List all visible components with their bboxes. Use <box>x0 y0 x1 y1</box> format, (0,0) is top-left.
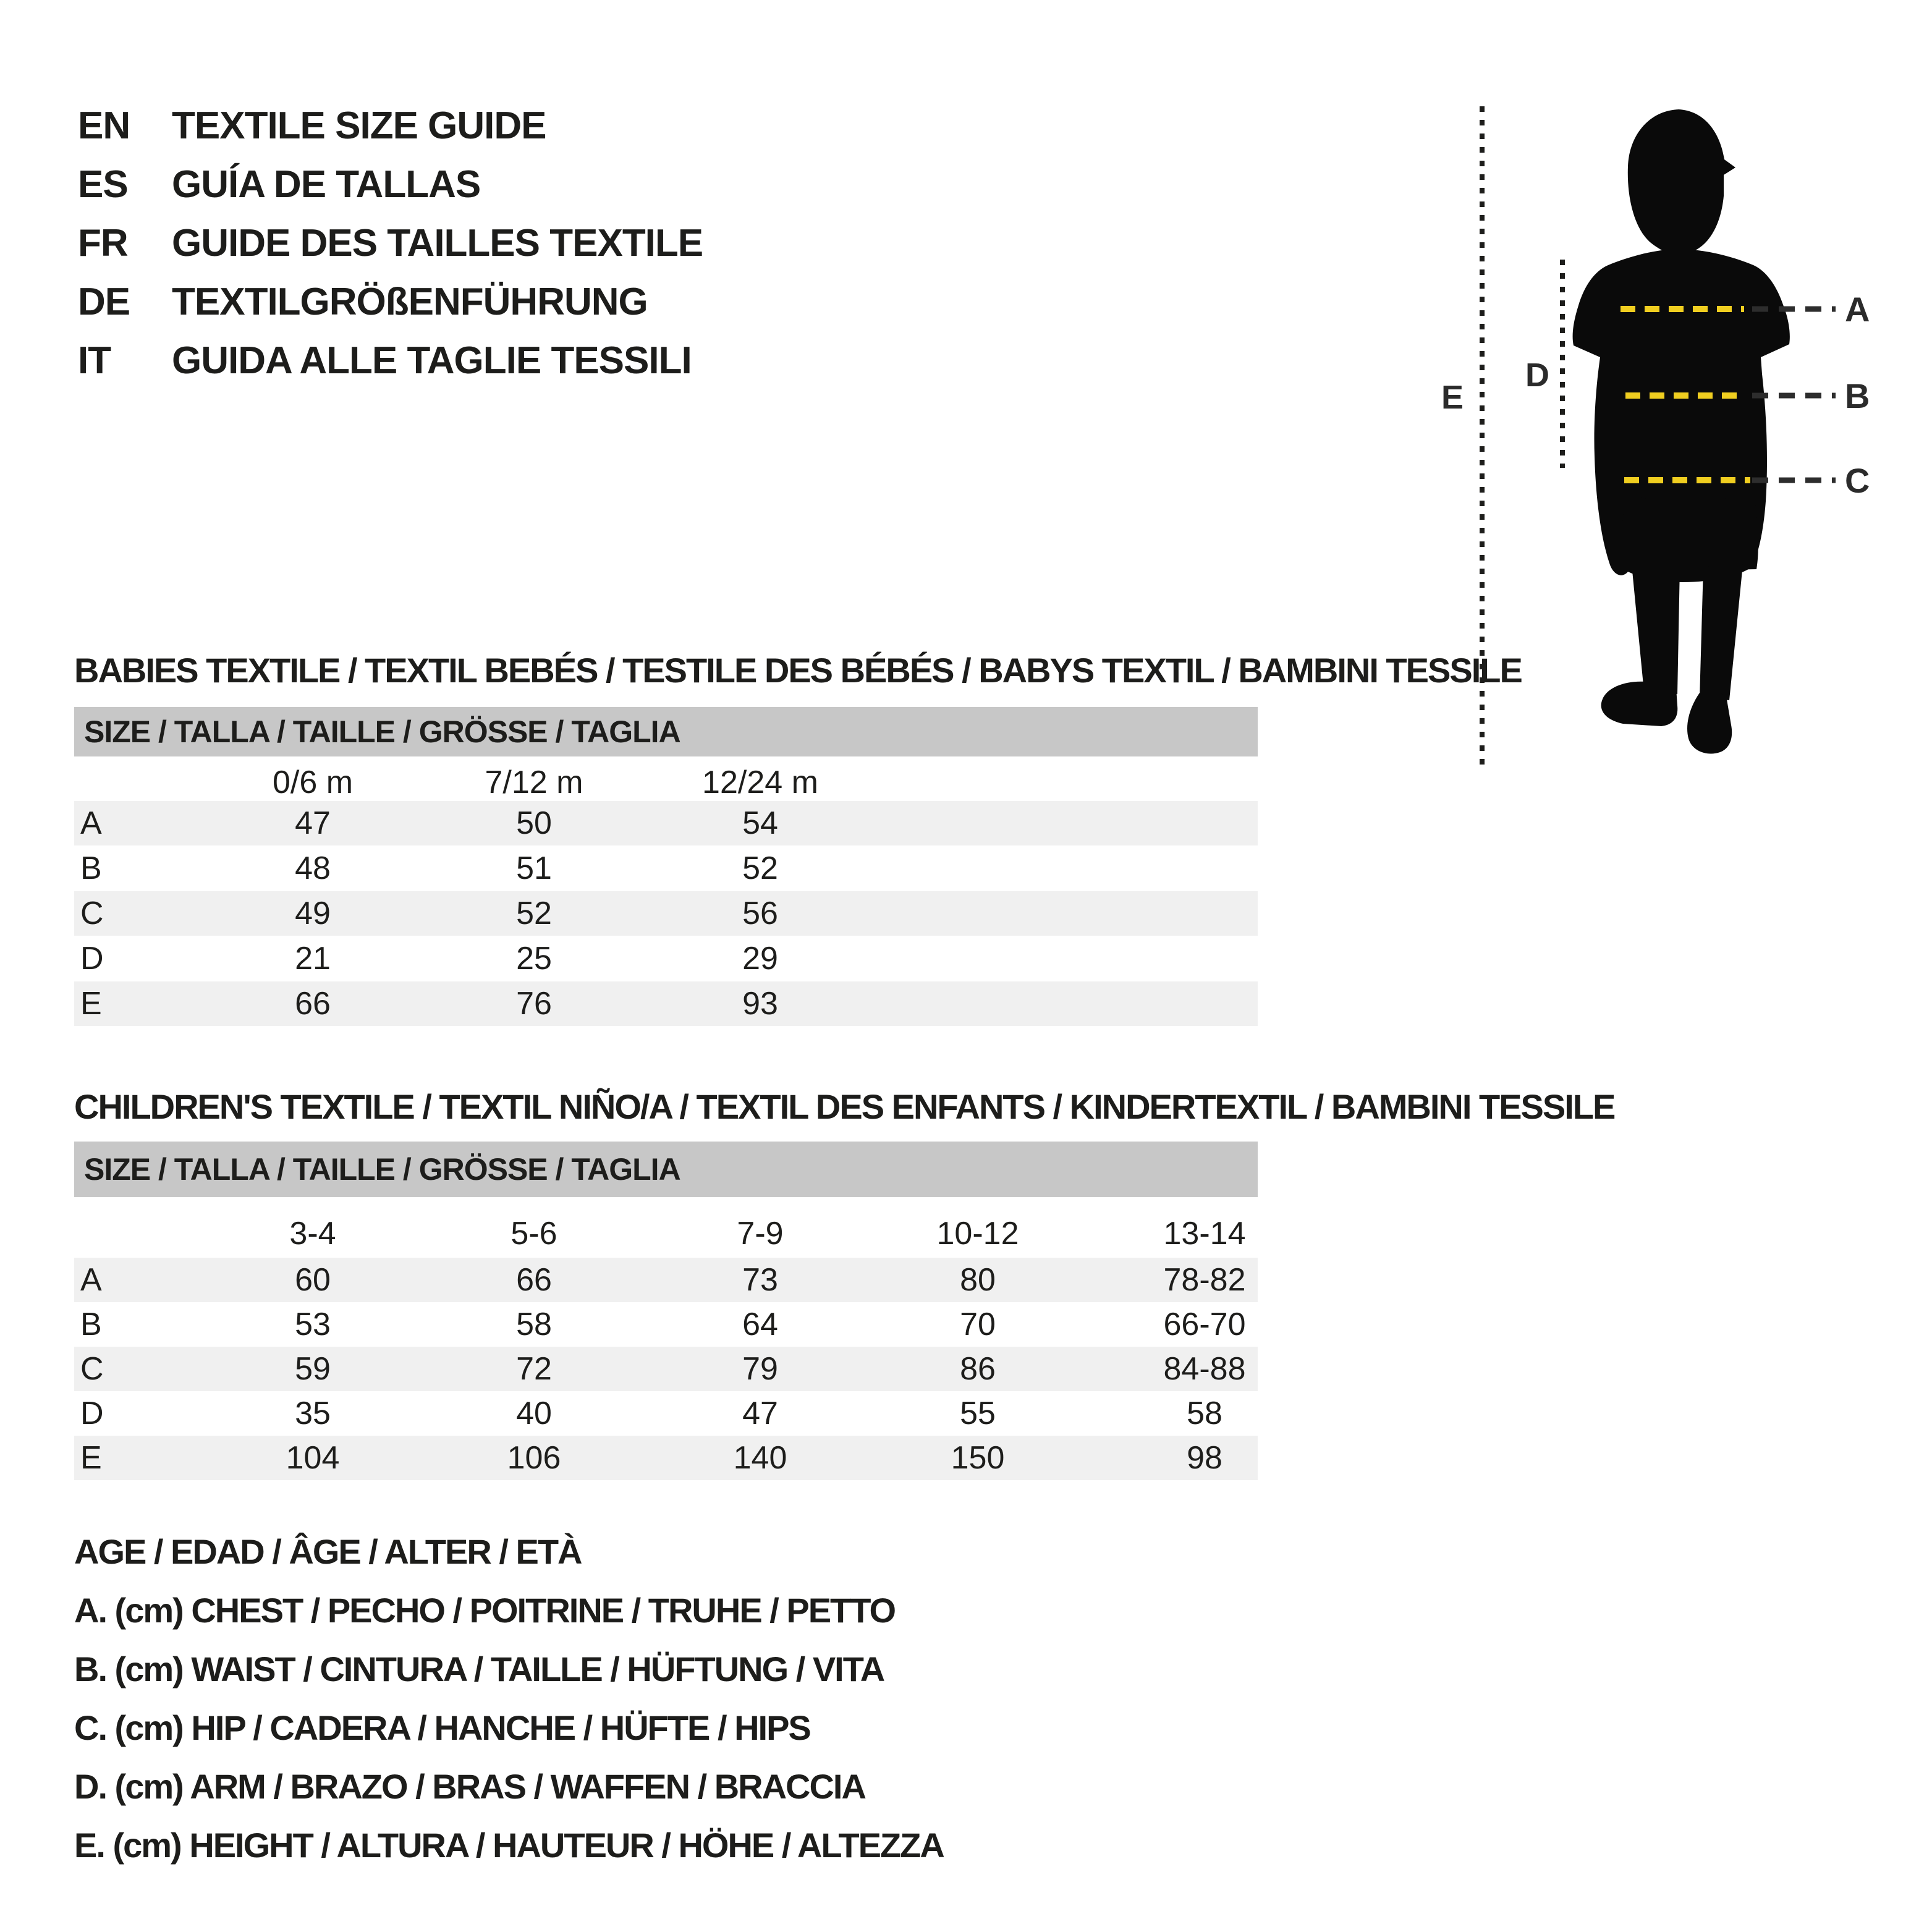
table-cell: 58 <box>516 1307 552 1342</box>
table-cell: 52 <box>742 850 778 886</box>
legend-line: B. (cm) WAIST / CINTURA / TAILLE / HÜFTUNG / VITA <box>74 1650 884 1688</box>
row-label: C <box>80 896 104 931</box>
table-cell: 52 <box>516 896 552 931</box>
table-cell: 50 <box>516 805 552 841</box>
children-column-header-row <box>74 1211 1258 1256</box>
table-cell: 79 <box>742 1351 778 1387</box>
table-cell: 49 <box>295 896 331 931</box>
measure-label-b: B <box>1845 376 1870 415</box>
column-header: 7-9 <box>737 1216 784 1252</box>
language-row <box>78 339 111 383</box>
language-row <box>78 104 130 148</box>
table-row <box>74 846 1258 891</box>
table-cell: 84-88 <box>1163 1351 1246 1387</box>
table-row <box>74 981 1258 1026</box>
table-row <box>74 1302 1258 1347</box>
table-cell: 25 <box>516 941 552 977</box>
table-cell: 51 <box>516 850 552 886</box>
language-code: EN <box>78 104 130 147</box>
table-cell: 35 <box>295 1396 331 1431</box>
table-cell: 66-70 <box>1163 1307 1246 1342</box>
children-section-heading: CHILDREN'S TEXTILE / TEXTIL NIÑO/A / TEXTIL DES ENFANTS / KINDERTEXTIL / BAMBINI TESSILE <box>74 1087 1615 1126</box>
table-cell: 66 <box>516 1262 552 1298</box>
table-row <box>74 936 1258 981</box>
table-cell: 76 <box>516 986 552 1022</box>
table-cell: 93 <box>742 986 778 1022</box>
table-cell: 98 <box>1187 1440 1222 1476</box>
row-label: D <box>80 1396 104 1431</box>
column-header: 10-12 <box>936 1216 1019 1252</box>
legend-line: C. (cm) HIP / CADERA / HANCHE / HÜFTE / HIPS <box>74 1708 810 1747</box>
table-cell: 48 <box>295 850 331 886</box>
language-code: IT <box>78 339 111 382</box>
child-silhouette-figure <box>1440 102 1873 800</box>
babies-section-heading: BABIES TEXTILE / TEXTIL BEBÉS / TESTILE DES BÉBÉS / BABYS TEXTIL / BAMBINI TESSILE <box>74 651 1522 690</box>
silhouette-right-leg <box>1700 564 1743 700</box>
table-cell: 78-82 <box>1163 1262 1246 1298</box>
table-cell: 73 <box>742 1262 778 1298</box>
silhouette-head <box>1628 109 1735 255</box>
table-cell: 53 <box>295 1307 331 1342</box>
language-row <box>78 163 128 206</box>
legend-line: D. (cm) ARM / BRAZO / BRAS / WAFFEN / BRACCIA <box>74 1767 865 1806</box>
row-label: A <box>80 805 102 841</box>
table-cell: 150 <box>951 1440 1005 1476</box>
silhouette-left-shoe <box>1601 682 1678 726</box>
table-cell: 47 <box>295 805 331 841</box>
table-cell: 66 <box>295 986 331 1022</box>
table-cell: 58 <box>1187 1396 1222 1431</box>
measure-label-d: D <box>1525 357 1549 394</box>
language-title: GUIDA ALLE TAGLIE TESSILI <box>172 339 692 382</box>
table-row <box>74 1436 1258 1480</box>
table-cell: 56 <box>742 896 778 931</box>
language-title: GUIDE DES TAILLES TEXTILE <box>172 222 703 265</box>
table-cell: 64 <box>742 1307 778 1342</box>
children-table-header-bar <box>74 1142 1258 1197</box>
language-title: GUÍA DE TALLAS <box>172 163 481 206</box>
silhouette-shorts <box>1621 493 1758 572</box>
table-row <box>74 801 1258 845</box>
measure-label-c: C <box>1845 461 1870 500</box>
row-label: E <box>80 1440 102 1476</box>
language-code: FR <box>78 222 128 265</box>
table-row <box>74 1347 1258 1391</box>
silhouette-left-leg <box>1632 564 1680 694</box>
legend-line: A. (cm) CHEST / PECHO / POITRINE / TRUHE / PETTO <box>74 1591 896 1630</box>
language-title: TEXTILE SIZE GUIDE <box>172 104 546 147</box>
babies-table-header-bar <box>74 707 1258 756</box>
table-cell: 106 <box>507 1440 561 1476</box>
language-row <box>78 280 130 324</box>
table-cell: 40 <box>516 1396 552 1431</box>
size-header-label: SIZE / TALLA / TAILLE / GRÖSSE / TAGLIA <box>84 1152 680 1187</box>
row-label: B <box>80 850 102 886</box>
size-header-label: SIZE / TALLA / TAILLE / GRÖSSE / TAGLIA <box>84 714 680 749</box>
measure-label-e: E <box>1441 379 1464 416</box>
table-cell: 59 <box>295 1351 331 1387</box>
row-label: D <box>80 941 104 977</box>
legend-line: AGE / EDAD / ÂGE / ALTER / ETÀ <box>74 1532 582 1571</box>
language-code: ES <box>78 163 128 206</box>
table-row <box>74 1391 1258 1436</box>
table-cell: 104 <box>286 1440 340 1476</box>
table-cell: 55 <box>960 1396 996 1431</box>
table-row <box>74 891 1258 936</box>
row-label: C <box>80 1351 104 1387</box>
language-title: TEXTILGRÖßENFÜHRUNG <box>172 281 648 323</box>
silhouette-right-shoe <box>1687 692 1732 753</box>
column-header: 0/6 m <box>272 765 354 800</box>
table-cell: 72 <box>516 1351 552 1387</box>
row-label: A <box>80 1262 102 1298</box>
table-cell: 29 <box>742 941 778 977</box>
table-cell: 70 <box>960 1307 996 1342</box>
babies-column-header-row <box>74 760 1258 805</box>
language-row <box>78 221 128 265</box>
table-cell: 21 <box>295 941 331 977</box>
table-cell: 54 <box>742 805 778 841</box>
table-cell: 86 <box>960 1351 996 1387</box>
row-label: B <box>80 1307 102 1342</box>
column-header: 3-4 <box>289 1216 336 1252</box>
legend-line: E. (cm) HEIGHT / ALTURA / HAUTEUR / HÖHE / ALTEZZA <box>74 1826 944 1865</box>
column-header: 12/24 m <box>702 765 818 800</box>
table-cell: 60 <box>295 1262 331 1298</box>
row-label: E <box>80 986 102 1022</box>
child-silhouette <box>1573 109 1790 753</box>
table-cell: 47 <box>742 1396 778 1431</box>
column-header: 5-6 <box>511 1216 557 1252</box>
table-cell: 80 <box>960 1262 996 1298</box>
table-cell: 140 <box>733 1440 787 1476</box>
column-header: 7/12 m <box>485 765 583 800</box>
column-header: 13-14 <box>1163 1216 1246 1252</box>
table-row <box>74 1258 1258 1302</box>
measure-label-a: A <box>1845 290 1870 329</box>
language-code: DE <box>78 281 130 323</box>
